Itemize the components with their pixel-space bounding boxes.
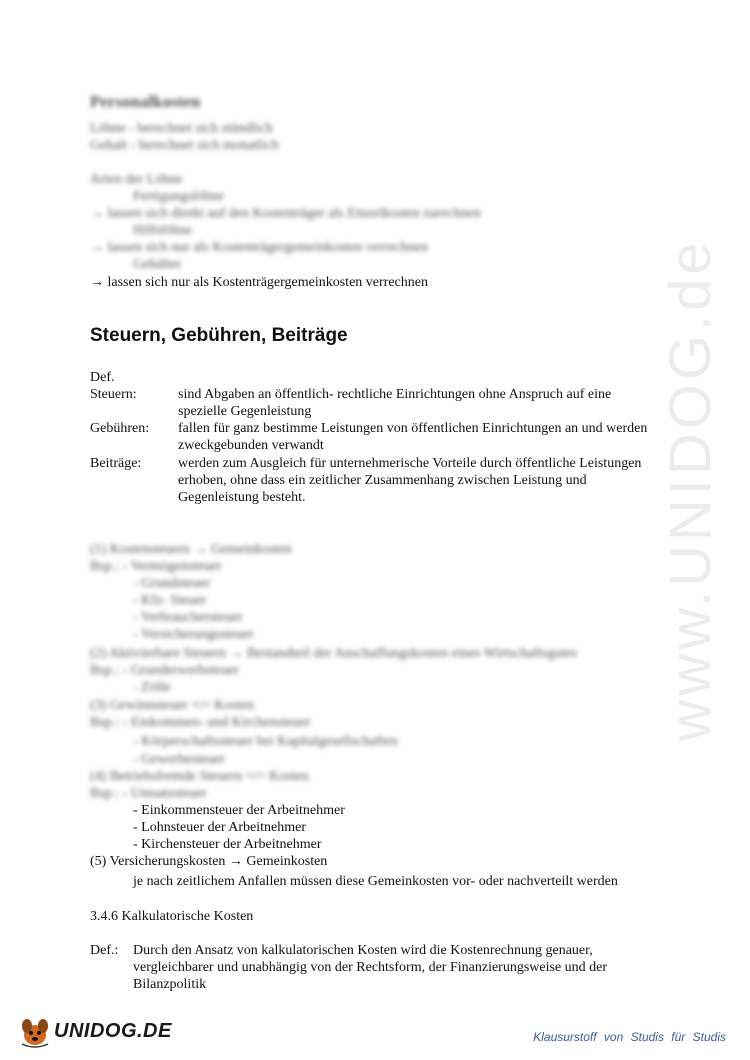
blurred-line: Bsp.: - Einkommen- und Kirchensteuer <box>90 715 311 730</box>
steuern-heading: Steuern, Gebühren, Beiträge <box>90 325 348 346</box>
dog-logo-icon <box>18 1014 52 1048</box>
blurred-line: - Körperschaftssteuer bei Kapitalgesellschaften <box>133 734 398 749</box>
logo-text: UNIDOG.DE <box>54 1019 172 1042</box>
versicherung-line: (5) Versicherungskosten → Gemeinkosten <box>90 854 328 869</box>
personal-line: Gehalt - berechnet sich monatlich <box>90 138 279 153</box>
list-item: - Kirchensteuer der Arbeitnehmer <box>133 837 322 852</box>
personal-line: Gehälter <box>133 257 182 272</box>
definition-term: Beiträge: <box>90 456 142 471</box>
blurred-line: - Zölle <box>133 680 171 695</box>
kalk-def-label: Def.: <box>90 943 119 958</box>
definition-gebuehren <box>90 420 650 454</box>
personal-line: Löhne - berechnet sich stündlich <box>90 121 273 136</box>
definition-desc: fallen für ganz bestimme Leistungen von öffentlichen Einrichtungen an und werden zweckgebunden verwandt <box>178 421 648 453</box>
blurred-line: - Verbrauchersteuer <box>133 610 243 625</box>
list-item: - Einkommensteuer der Arbeitnehmer <box>133 803 345 818</box>
kalk-def-line: Bilanzpolitik <box>133 977 207 992</box>
blurred-line: Bsp.: - Vermögensteuer <box>90 559 222 574</box>
footer-logo[interactable] <box>18 1014 172 1048</box>
blurred-line: (3) Gewinnsteuer =/= Kosten <box>90 698 254 713</box>
definition-term: Steuern: <box>90 387 137 402</box>
blurred-line: (1) Kostensteuern → Gemeinkosten <box>90 542 292 557</box>
blurred-line: (4) Betriebsfremde Steuern =/= Kosten <box>90 769 309 784</box>
versicherung-sub: je nach zeitlichem Anfallen müssen diese Gemeinkosten vor- oder nachverteilt werden <box>133 874 618 889</box>
blurred-line: - Kfz- Steuer <box>133 593 207 608</box>
section-heading: 3.4.6 Kalkulatorische Kosten <box>90 909 254 924</box>
kalk-def-line: vergleichbarer und unabhängig von der Rechtsform, der Finanzierungsweise und der <box>133 960 608 975</box>
watermark: www.UNIDOG.de <box>657 238 723 742</box>
definition-desc: sind Abgaben an öffentlich- rechtliche Einrichtungen ohne Anspruch auf eine spezielle Gegenleistung <box>178 387 612 419</box>
personal-clear-line: → lassen sich nur als Kostenträgergemeinkosten verrechnen <box>90 275 428 290</box>
personal-line: → lassen sich nur als Kostenträgergemeinkosten verrechnen <box>90 240 428 255</box>
definition-desc: werden zum Ausgleich für unternehmerische Vorteile durch öffentliche Leistungen erhoben, ohne dass ein zeitlicher Zusammenhang zwischen Leistung und Gegenleistung besteht. <box>178 456 642 505</box>
personal-line: Fertigungslöhne <box>133 189 224 204</box>
def-label: Def. <box>90 370 115 385</box>
footer-tagline: Klausurstoff von Studis für Studis <box>533 1030 726 1044</box>
personal-heading: Personalkosten <box>90 92 201 111</box>
blurred-line: - Grundsteuer <box>133 576 211 591</box>
definition-steuern <box>90 386 650 420</box>
personal-line: Hilfslöhne <box>133 223 193 238</box>
blurred-line: - Versicherungssteuer <box>133 627 254 642</box>
definition-beitraege <box>90 455 650 506</box>
blurred-line: Bsp.: - Umsatzsteuer <box>90 786 208 801</box>
blurred-line: - Gewerbesteuer <box>133 752 226 767</box>
kalk-def-line: Durch den Ansatz von kalkulatorischen Kosten wird die Kostenrechnung genauer, <box>133 943 593 958</box>
list-item: - Lohnsteuer der Arbeitnehmer <box>133 820 306 835</box>
blurred-line: (2) Aktivierbare Steuern → Bestandteil der Anschaffungskosten eines Wirtschaftsgutes <box>90 646 578 661</box>
blurred-line: Bsp.: - Grunderwerbsteuer <box>90 663 239 678</box>
personal-line: Arten der Löhne <box>90 172 183 187</box>
personal-line: → lassen sich direkt auf den Kostenträger als Einzelkosten zurechnen <box>90 206 481 221</box>
definition-term: Gebühren: <box>90 421 150 436</box>
